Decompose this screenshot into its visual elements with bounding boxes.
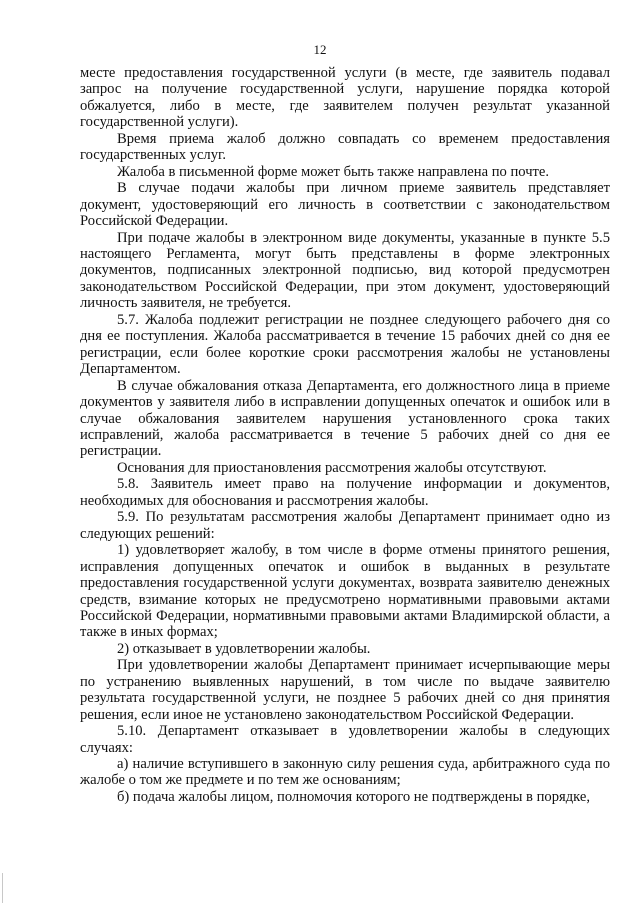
paragraph-decision-refuse: 2) отказывает в удовлетворении жалобы.: [117, 640, 371, 657]
paragraph-5-7-registration: 5.7. Жалоба подлежит регистрации не позднее следующего рабочего дня со дня ее поступления. Жалоба рассматривается в течение 15 рабочих дней со дня ее регистрации, если более короткие сроки рассмотрения жалобы не установлены Департаментом.: [80, 311, 610, 378]
document-body: [80, 65, 610, 805]
paragraph-5-10-refusal-cases: 5.10. Департамент отказывает в удовлетворении жалобы в следующих случаях:: [80, 723, 610, 756]
paragraph-case-a-court-decision: а) наличие вступившего в законную силу решения суда, арбитражного суда по жалобе о том же предмете и по тем же основаниям;: [80, 756, 610, 789]
paragraph-service-location: месте предоставления государственной услуги (в месте, где заявитель подавал запрос на получение государственной услуги, нарушение порядка которой обжалуется, либо в месте, где заявителем получен результат указанной государственной услуги).: [80, 65, 610, 131]
paragraph-case-b-unconfirmed-authority: б) подача жалобы лицом, полномочия которого не подтверждены в порядке,: [117, 788, 590, 805]
paragraph-postal-complaint: Жалоба в письменной форме может быть также направлена по почте.: [117, 163, 550, 180]
paragraph-personal-reception: В случае подачи жалобы при личном приеме заявитель представляет документ, удостоверяющий его личность в соответствии с законодательством Российской Федерации.: [80, 180, 610, 230]
paragraph-reception-time: Время приема жалоб должно совпадать со временем предоставления государственных услуг.: [80, 130, 610, 164]
scan-edge-mark: [2, 873, 21, 903]
paragraph-remedy-measures: При удовлетворении жалобы Департамент принимает исчерпывающие меры по устранению выявленных нарушений, в том числе по выдаче заявителю результата государственной услуги, не позднее 5 рабочих дней со дня принятия решения, если иное не установлено законодательством Российской Федерации.: [80, 657, 610, 723]
paragraph-no-suspension: Основания для приостановления рассмотрения жалобы отсутствуют.: [117, 459, 547, 476]
paragraph-5-9-decisions: 5.9. По результатам рассмотрения жалобы Департамент принимает одно из следующих решений:: [80, 509, 610, 542]
paragraph-refusal-appeal: В случае обжалования отказа Департамента, его должностного лица в приеме документов у заявителя либо в исправлении допущенных опечаток и ошибок или в случае обжалования заявителем нарушения установленного срока таких исправлений, жалоба рассматривается в течение 5 рабочих дней со дня ее регистрации.: [80, 377, 610, 460]
paragraph-decision-satisfy: 1) удовлетворяет жалобу, в том числе в форме отмены принятого решения, исправления допущенных опечаток и ошибок в выданных в результате предоставления государственной услуги документах, возврата заявителю денежных средств, взимание которых не предусмотрено нормативными правовыми актами Российской Федерации, нормативными правовыми актами Владимирской области, а также в иных формах;: [80, 542, 610, 641]
paragraph-5-8-right-to-information: 5.8. Заявитель имеет право на получение информации и документов, необходимых для обоснования и рассмотрения жалобы.: [80, 476, 610, 509]
page-number: 12: [313, 42, 327, 57]
paragraph-electronic-complaint: При подаче жалобы в электронном виде документы, указанные в пункте 5.5 настоящего Регламента, могут быть представлены в форме электронных документов, подписанных электронной подписью, вид которой предусмотрен законодательством Российской Федерации, при этом документ, удостоверяющий личность заявителя, не требуется.: [80, 229, 610, 312]
